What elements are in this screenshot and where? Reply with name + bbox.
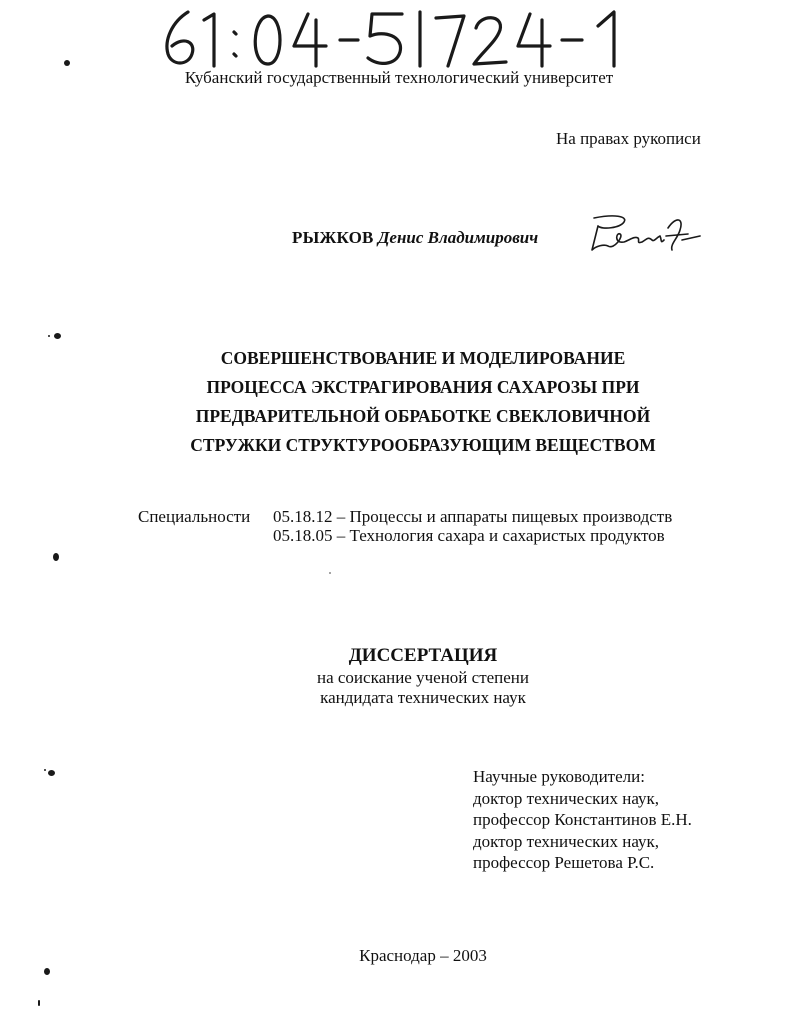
scan-speck	[44, 769, 46, 771]
degree-line: на соискание ученой степени	[316, 668, 530, 687]
title-line: СОВЕРШЕНСТВОВАНИЕ И МОДЕЛИРОВАНИЕ	[220, 348, 626, 368]
handwritten-archive-code	[158, 6, 648, 70]
title-line: ПРЕДВАРИТЕЛЬНОЙ ОБРАБОТКЕ СВЕКЛОВИЧНОЙ	[195, 406, 651, 426]
author-name	[292, 228, 538, 248]
author-given-names: Денис Владимирович	[377, 228, 539, 247]
rights-notice: На правах рукописи	[556, 129, 701, 148]
supervisor-line: профессор Константинов Е.Н.	[473, 810, 692, 829]
degree-line: кандидата технических наук	[320, 688, 526, 707]
scan-speck	[38, 1000, 40, 1006]
supervisor-line: доктор технических наук,	[473, 788, 660, 808]
supervisor-line: профессор Решетова Р.С.	[473, 853, 655, 872]
specialty-item: 05.18.12 – Процессы и аппараты пищевых производств	[273, 507, 673, 526]
specialty-item: 05.18.05 – Технология сахара и сахаристых продуктов	[273, 526, 665, 545]
university-name: Кубанский государственный технологический университет	[184, 68, 614, 87]
supervisors-heading: Научные руководители:	[473, 767, 645, 786]
supervisors-block	[473, 766, 692, 874]
scan-speck	[48, 335, 50, 337]
title-line: ПРОЦЕССА ЭКСТРАГИРОВАНИЯ САХАРОЗЫ ПРИ	[206, 377, 640, 397]
scan-speck	[329, 572, 331, 574]
scan-speck	[48, 770, 55, 776]
author-signature	[584, 210, 704, 258]
specialties-label: Специальности	[138, 507, 251, 526]
supervisor-line: доктор технических наук,	[473, 831, 660, 851]
dissertation-title	[0, 344, 798, 460]
scan-speck	[64, 60, 70, 66]
scan-speck	[54, 333, 61, 339]
title-line: СТРУЖКИ СТРУКТУРООБРАЗУЮЩИМ ВЕЩЕСТВОМ	[190, 435, 656, 455]
scan-speck	[44, 968, 50, 975]
scan-speck	[53, 553, 59, 561]
author-surname: РЫЖКОВ	[292, 228, 374, 247]
city-year: Краснодар – 2003	[359, 946, 487, 965]
dissertation-heading: ДИССЕРТАЦИЯ	[348, 645, 498, 666]
dissertation-block	[0, 644, 798, 708]
